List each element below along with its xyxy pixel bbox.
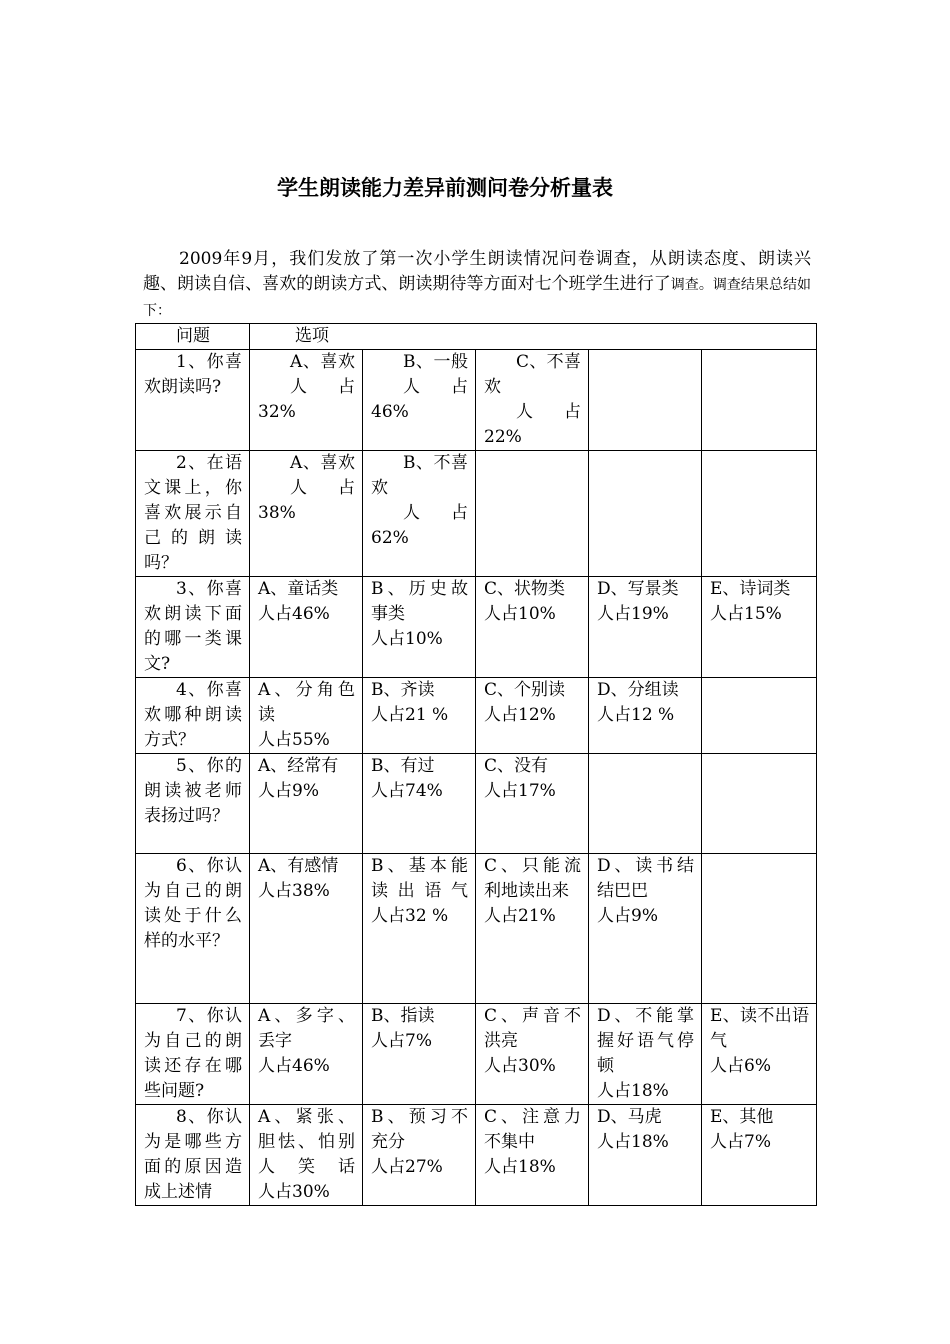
option-cell: E、其他 人占7% <box>702 1105 817 1206</box>
option-cell-empty <box>702 678 817 754</box>
table-row <box>136 1004 817 1105</box>
question-cell: 1、你喜欢朗读吗? <box>136 350 250 451</box>
option-cell: D、写景类 人占19% <box>589 577 702 678</box>
option-cell: B、历史故事类 人占10% <box>363 577 476 678</box>
question-cell: 3、你喜欢朗读下面的哪一类课文? <box>136 577 250 678</box>
option-cell: A、童话类 人占46% <box>250 577 363 678</box>
option-cell-empty <box>476 451 589 577</box>
option-cell: A、喜欢 人占38% <box>250 451 363 577</box>
option-cell: B、基本能读出语气 人占32 % <box>363 854 476 1004</box>
option-cell: B、有过 人占74% <box>363 754 476 854</box>
intro-paragraph <box>143 247 811 324</box>
option-cell: D、马虎 人占18% <box>589 1105 702 1206</box>
option-cell: D、不能掌握好语气停顿 人占18% <box>589 1004 702 1105</box>
option-cell: D、分组读 人占12 % <box>589 678 702 754</box>
option-cell-empty <box>702 754 817 854</box>
option-cell: C、个别读 人占12% <box>476 678 589 754</box>
option-cell-empty <box>702 350 817 451</box>
option-cell-empty <box>589 754 702 854</box>
option-cell-empty <box>589 350 702 451</box>
option-cell: B、齐读 人占21 % <box>363 678 476 754</box>
question-cell: 4、你喜欢哪种朗读方式？ <box>136 678 250 754</box>
page-title: 学生朗读能力差异前测问卷分析量表 <box>277 176 613 200</box>
option-cell: E、读不出语气 人占6% <box>702 1004 817 1105</box>
intro-main: 2009年9月，我们发放了第一次小学生朗读情况问卷调查，从朗读态度、朗读兴趣、朗读自信、喜欢的朗读方式、朗读期待等方面对七个班学生进行了 <box>143 249 811 294</box>
survey-table <box>135 323 817 1206</box>
option-cell: D、读书结结巴巴 人占9% <box>589 854 702 1004</box>
option-cell: E、诗词类 人占15% <box>702 577 817 678</box>
option-cell: B、一般 人占46% <box>363 350 476 451</box>
option-cell: B、预习不充分 人占27% <box>363 1105 476 1206</box>
table-header-row <box>136 324 817 350</box>
question-cell: 8、你认为是哪些方面的原因造成上述情 <box>136 1105 250 1206</box>
question-cell: 6、你认为自己的朗读处于什么样的水平？ <box>136 854 250 1004</box>
option-cell: C、注意力不集中 人占18% <box>476 1105 589 1206</box>
header-question: 问题 <box>136 324 250 350</box>
option-cell-empty <box>702 854 817 1004</box>
option-cell: A、多字、丢字 人占46% <box>250 1004 363 1105</box>
option-cell: A、紧张、胆怯、怕别人笑话 人占30% <box>250 1105 363 1206</box>
question-cell: 5、你的朗读被老师表扬过吗？ <box>136 754 250 854</box>
option-cell: C、声音不洪亮 人占30% <box>476 1004 589 1105</box>
intro-small: 调查。调查结果总结如下： <box>143 277 812 319</box>
option-cell: B、指读 人占7% <box>363 1004 476 1105</box>
option-cell: C、不喜欢 人占22% <box>476 350 589 451</box>
header-options: 选项 <box>250 324 817 350</box>
option-cell: A、喜欢 人占32% <box>250 350 363 451</box>
option-cell: B、不喜欢 人占62% <box>363 451 476 577</box>
option-cell: C、状物类 人占10% <box>476 577 589 678</box>
option-cell-empty <box>702 451 817 577</box>
question-cell: 2、在语文课上，你喜欢展示自己的朗读吗？ <box>136 451 250 577</box>
table-row <box>136 678 817 754</box>
table-row <box>136 451 817 577</box>
option-cell: A、分角色读 人占55% <box>250 678 363 754</box>
option-cell: C、只能流利地读出来 人占21% <box>476 854 589 1004</box>
table-row <box>136 1105 817 1206</box>
table-row <box>136 854 817 1004</box>
option-cell: A、经常有 人占9% <box>250 754 363 854</box>
option-cell: C、没有 人占17% <box>476 754 589 854</box>
table-row <box>136 350 817 451</box>
question-cell: 7、你认为自己的朗读还存在哪些问题? <box>136 1004 250 1105</box>
option-cell: A、有感情 人占38% <box>250 854 363 1004</box>
table-row <box>136 754 817 854</box>
option-cell-empty <box>589 451 702 577</box>
table-row <box>136 577 817 678</box>
